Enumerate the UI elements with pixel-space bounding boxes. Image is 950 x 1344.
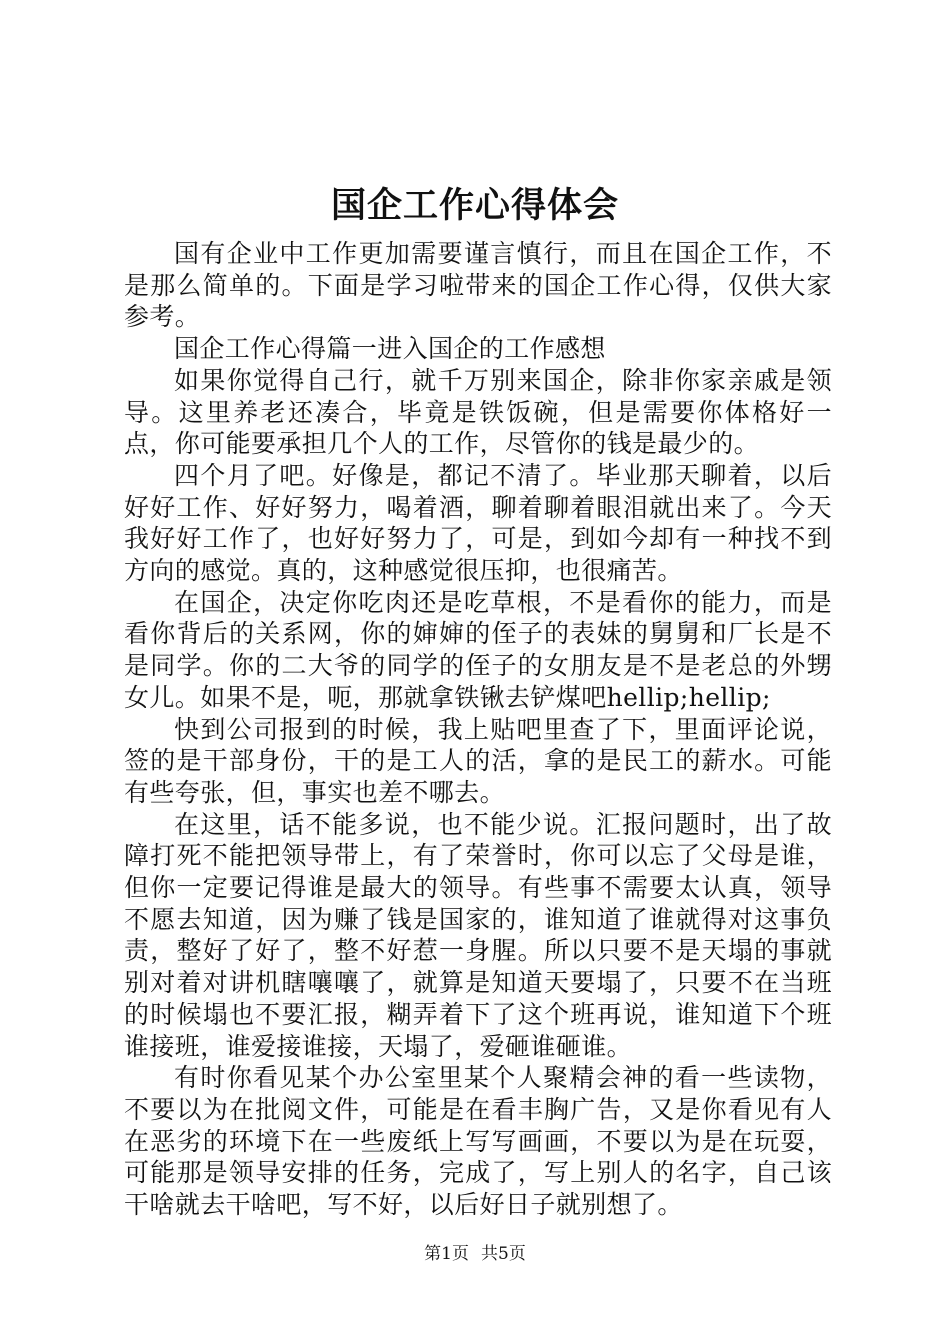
page-number-total: 共5页	[481, 1244, 526, 1264]
body-paragraph: 在国企，决定你吃肉还是吃草根，不是看你的能力，而是看你背后的关系网，你的婶婶的侄子的表妹的舅舅和厂长是不是同学。你的二大爷的同学的侄子的女朋友是不是老总的外甥女儿。如果不是，呃，那就拿铁锹去铲煤吧hellip;hellip;	[124, 587, 832, 712]
intro-paragraph: 国有企业中工作更加需要谨言慎行，而且在国企工作，不是那么简单的。下面是学习啦带来的国企工作心得，仅供大家参考。	[124, 239, 832, 332]
document-body	[124, 238, 832, 1221]
body-paragraph: 在这里，话不能多说，也不能少说。汇报问题时，出了故障打死不能把领导带上，有了荣誉时，你可以忘了父母是谁，但你一定要记得谁是最大的领导。有些事不需要太认真，领导不愿去知道，因为赚了钱是国家的，谁知道了谁就得对这事负责，整好了好了，整不好惹一身腥。所以只要不是天塌的事就别对着对讲机瞎嚷嚷了，就算是知道天要塌了，只要不在当班的时候塌也不要汇报，糊弄着下了这个班再说，谁知道下个班谁接班，谁爱接谁接，天塌了，爱砸谁砸谁。	[124, 809, 832, 1061]
body-paragraph: 如果你觉得自己行，就千万别来国企，除非你家亲戚是领导。这里养老还凑合，毕竟是铁饭碗，但是需要你体格好一点，你可能要承担几个人的工作，尽管你的钱是最少的。	[124, 365, 832, 459]
body-paragraph: 四个月了吧。好像是，都记不清了。毕业那天聊着，以后好好工作、好好努力，喝着酒，聊着聊着眼泪就出来了。今天我好好工作了，也好好努力了，可是，到如今却有一种找不到方向的感觉。真的，这种感觉很压抑，也很痛苦。	[124, 460, 832, 586]
page-footer	[0, 1242, 950, 1266]
document-title: 国企工作心得体会	[330, 185, 619, 226]
page-number-current: 第1页	[424, 1244, 469, 1264]
body-paragraph: 有时你看见某个办公室里某个人聚精会神的看一些读物，不要以为在批阅文件，可能是在看丰胸广告，又是你看见有人在恶劣的环境下在一些废纸上写写画画，不要以为是在玩耍，可能那是领导安排的任务，完成了，写上别人的名字，自己该干啥就去干啥吧，写不好，以后好日子就别想了。	[124, 1063, 832, 1220]
body-paragraph: 快到公司报到的时候，我上贴吧里查了下，里面评论说，签的是干部身份，干的是工人的活，拿的是民工的薪水。可能有些夸张，但，事实也差不哪去。	[124, 714, 832, 807]
section-heading: 国企工作心得篇一进入国企的工作感想	[174, 334, 606, 364]
